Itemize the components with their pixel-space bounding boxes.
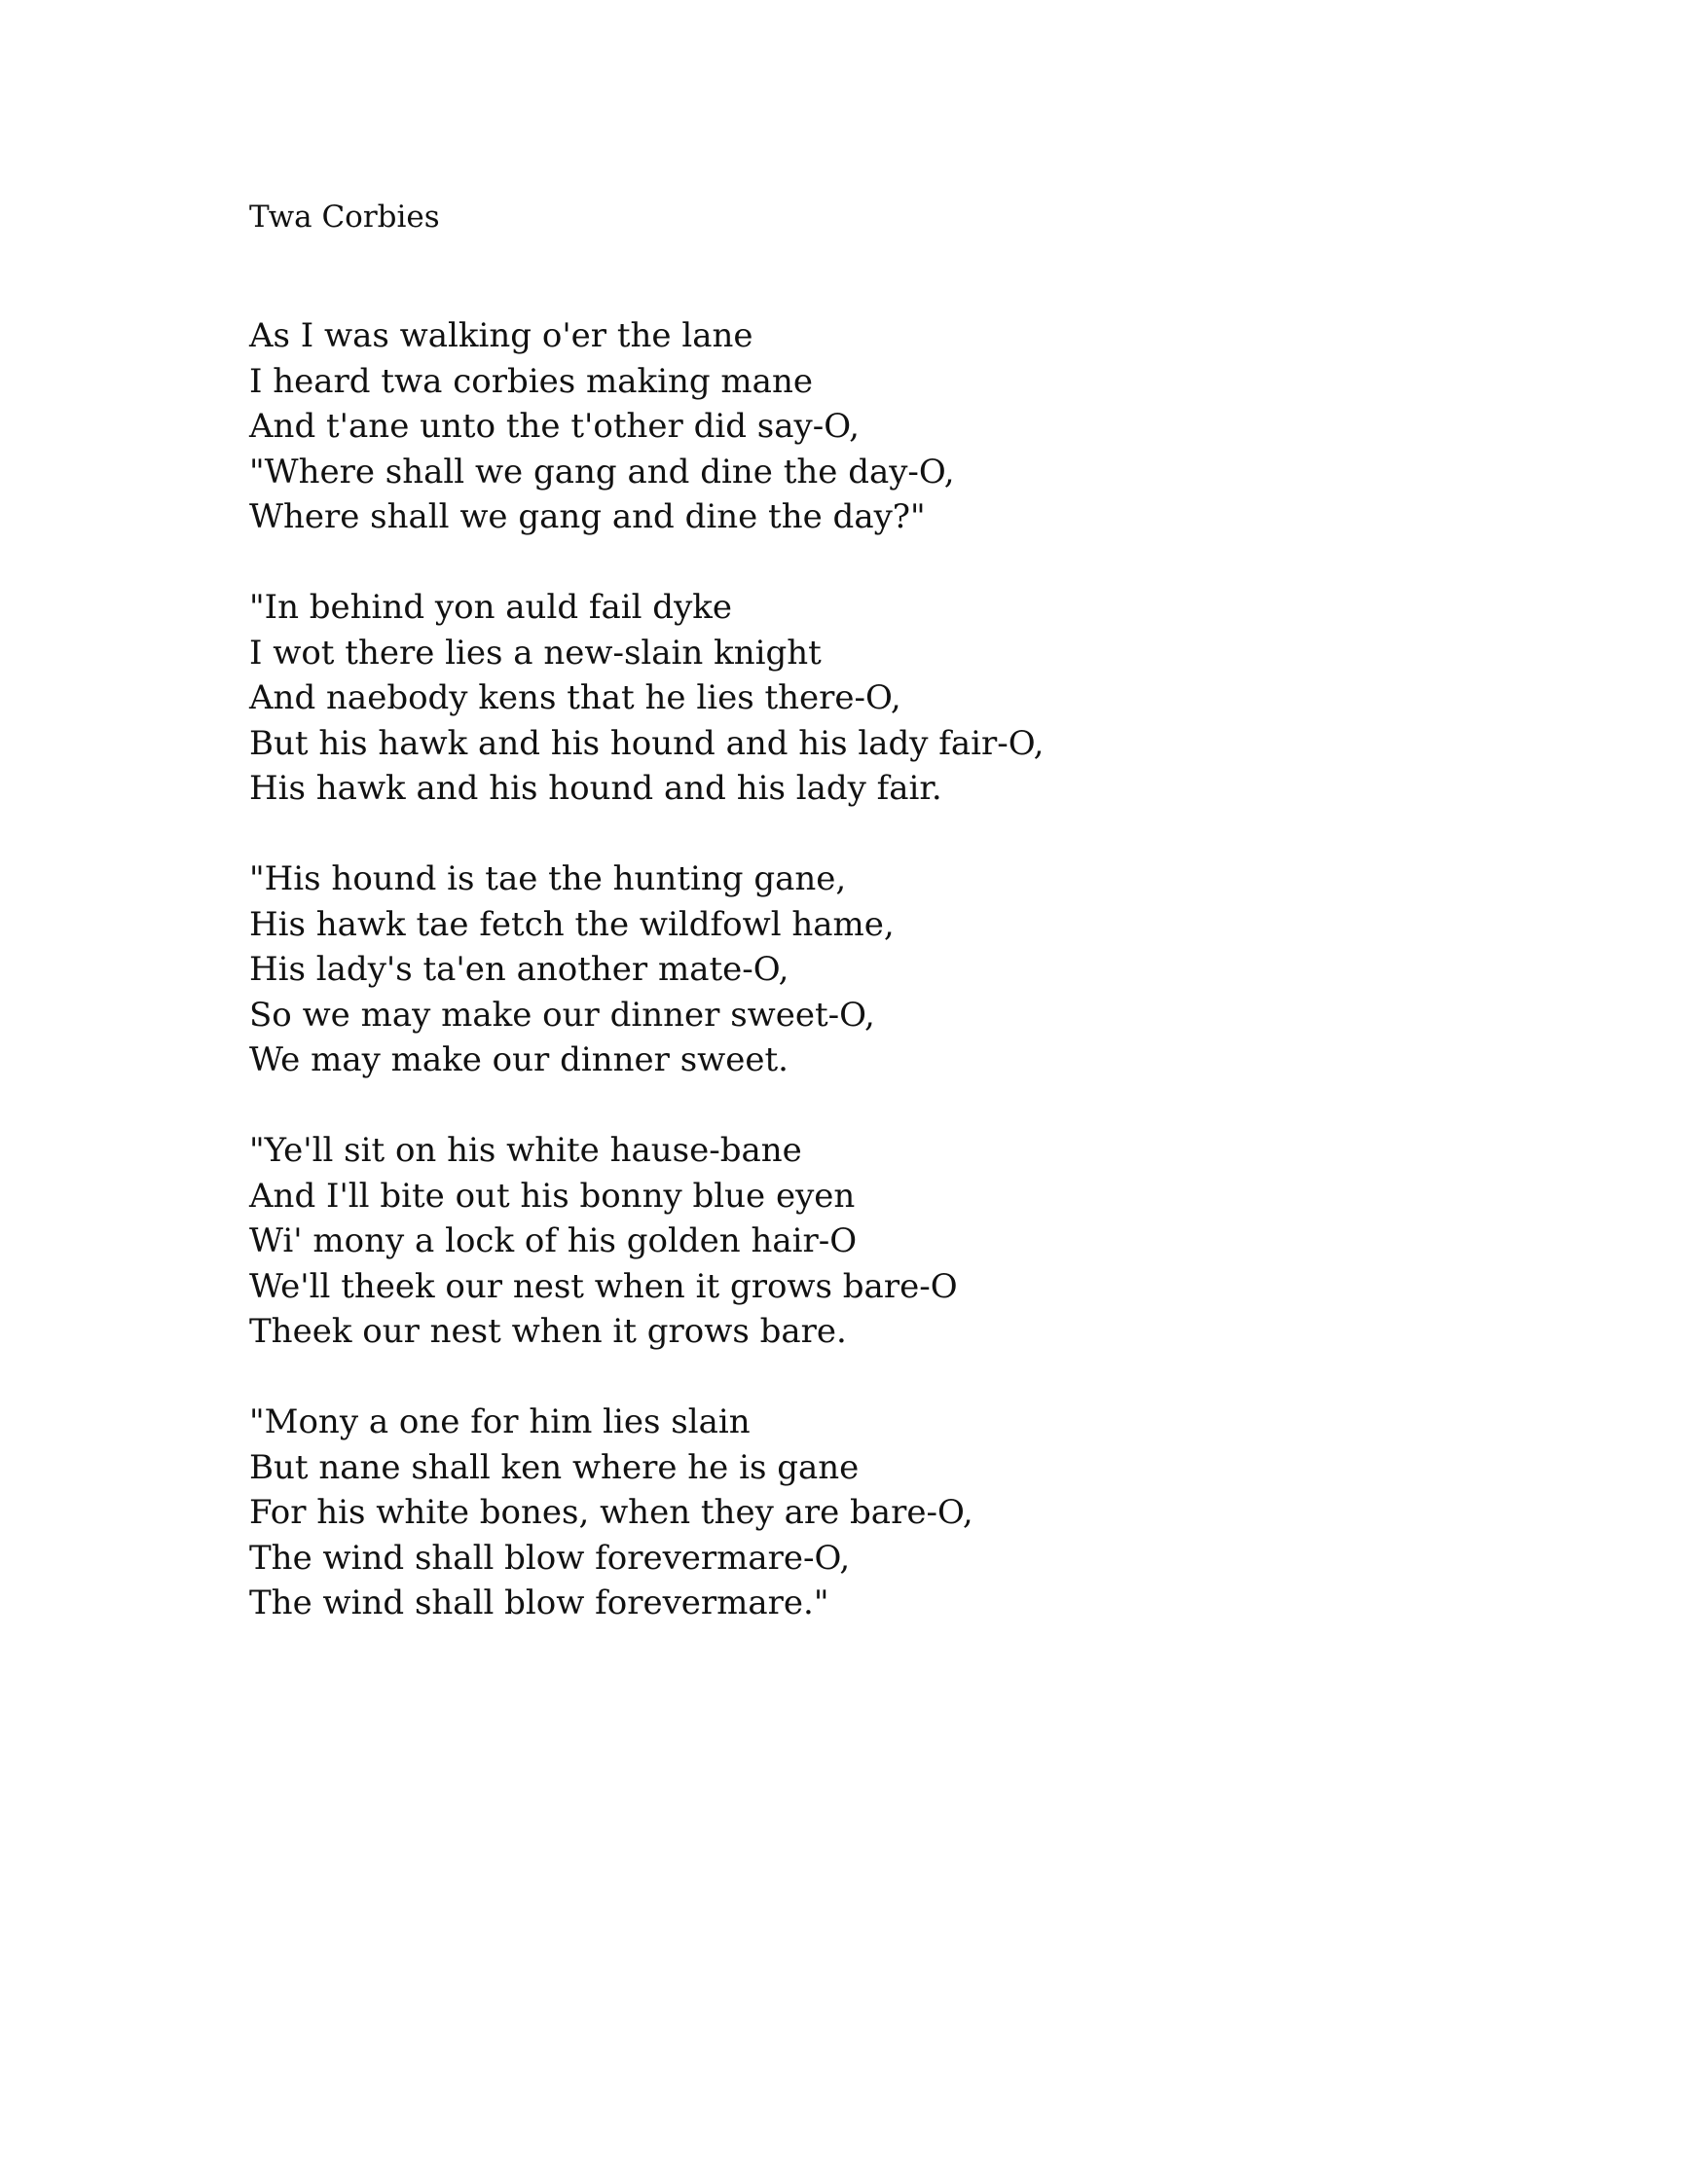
- poem-title: Twa Corbies: [249, 200, 440, 235]
- poem-line: And I'll bite out his bonny blue eyen: [249, 1176, 856, 1216]
- stanza-3: [249, 856, 1044, 1083]
- stanza-4: [249, 1128, 1044, 1355]
- poem-line: His lady's ta'en another mate-O,: [249, 950, 789, 989]
- stanza-2: [249, 585, 1044, 812]
- poem-line: Theek our nest when it grows bare.: [249, 1312, 847, 1351]
- poem-body: [249, 313, 1044, 1671]
- poem-line: Where shall we gang and dine the day?": [249, 497, 926, 536]
- poem-line: We'll theek our nest when it grows bare-O: [249, 1266, 958, 1306]
- poem-line: "Mony a one for him lies slain: [249, 1402, 751, 1441]
- poem-line: "Where shall we gang and dine the day-O,: [249, 452, 955, 491]
- poem-line: The wind shall blow forevermare-O,: [249, 1538, 851, 1578]
- poem-line: For his white bones, when they are bare-O,: [249, 1493, 973, 1532]
- poem-line: We may make our dinner sweet.: [249, 1040, 789, 1079]
- poem-line: So we may make our dinner sweet-O,: [249, 995, 875, 1035]
- poem-line: Wi' mony a lock of his golden hair-O: [249, 1221, 858, 1260]
- stanza-5: [249, 1400, 1044, 1626]
- poem-line: His hawk and his hound and his lady fair.: [249, 769, 942, 808]
- poem-line: And naebody kens that he lies there-O,: [249, 678, 901, 717]
- poem-line: I heard twa corbies making mane: [249, 361, 813, 401]
- poem-line: The wind shall blow forevermare.": [249, 1583, 829, 1622]
- poem-line: As I was walking o'er the lane: [249, 316, 753, 355]
- poem-line: I wot there lies a new-slain knight: [249, 633, 822, 673]
- poem-line: But his hawk and his hound and his lady fair-O,: [249, 723, 1045, 763]
- poem-line: "Ye'll sit on his white hause-bane: [249, 1131, 802, 1170]
- poem-line: His hawk tae fetch the wildfowl hame,: [249, 904, 895, 944]
- poem-line: "In behind yon auld fail dyke: [249, 588, 733, 627]
- poem-line: "His hound is tae the hunting gane,: [249, 859, 847, 898]
- poem-line: But nane shall ken where he is gane: [249, 1447, 860, 1487]
- poem-line: And t'ane unto the t'other did say-O,: [249, 407, 860, 446]
- stanza-1: [249, 313, 1044, 540]
